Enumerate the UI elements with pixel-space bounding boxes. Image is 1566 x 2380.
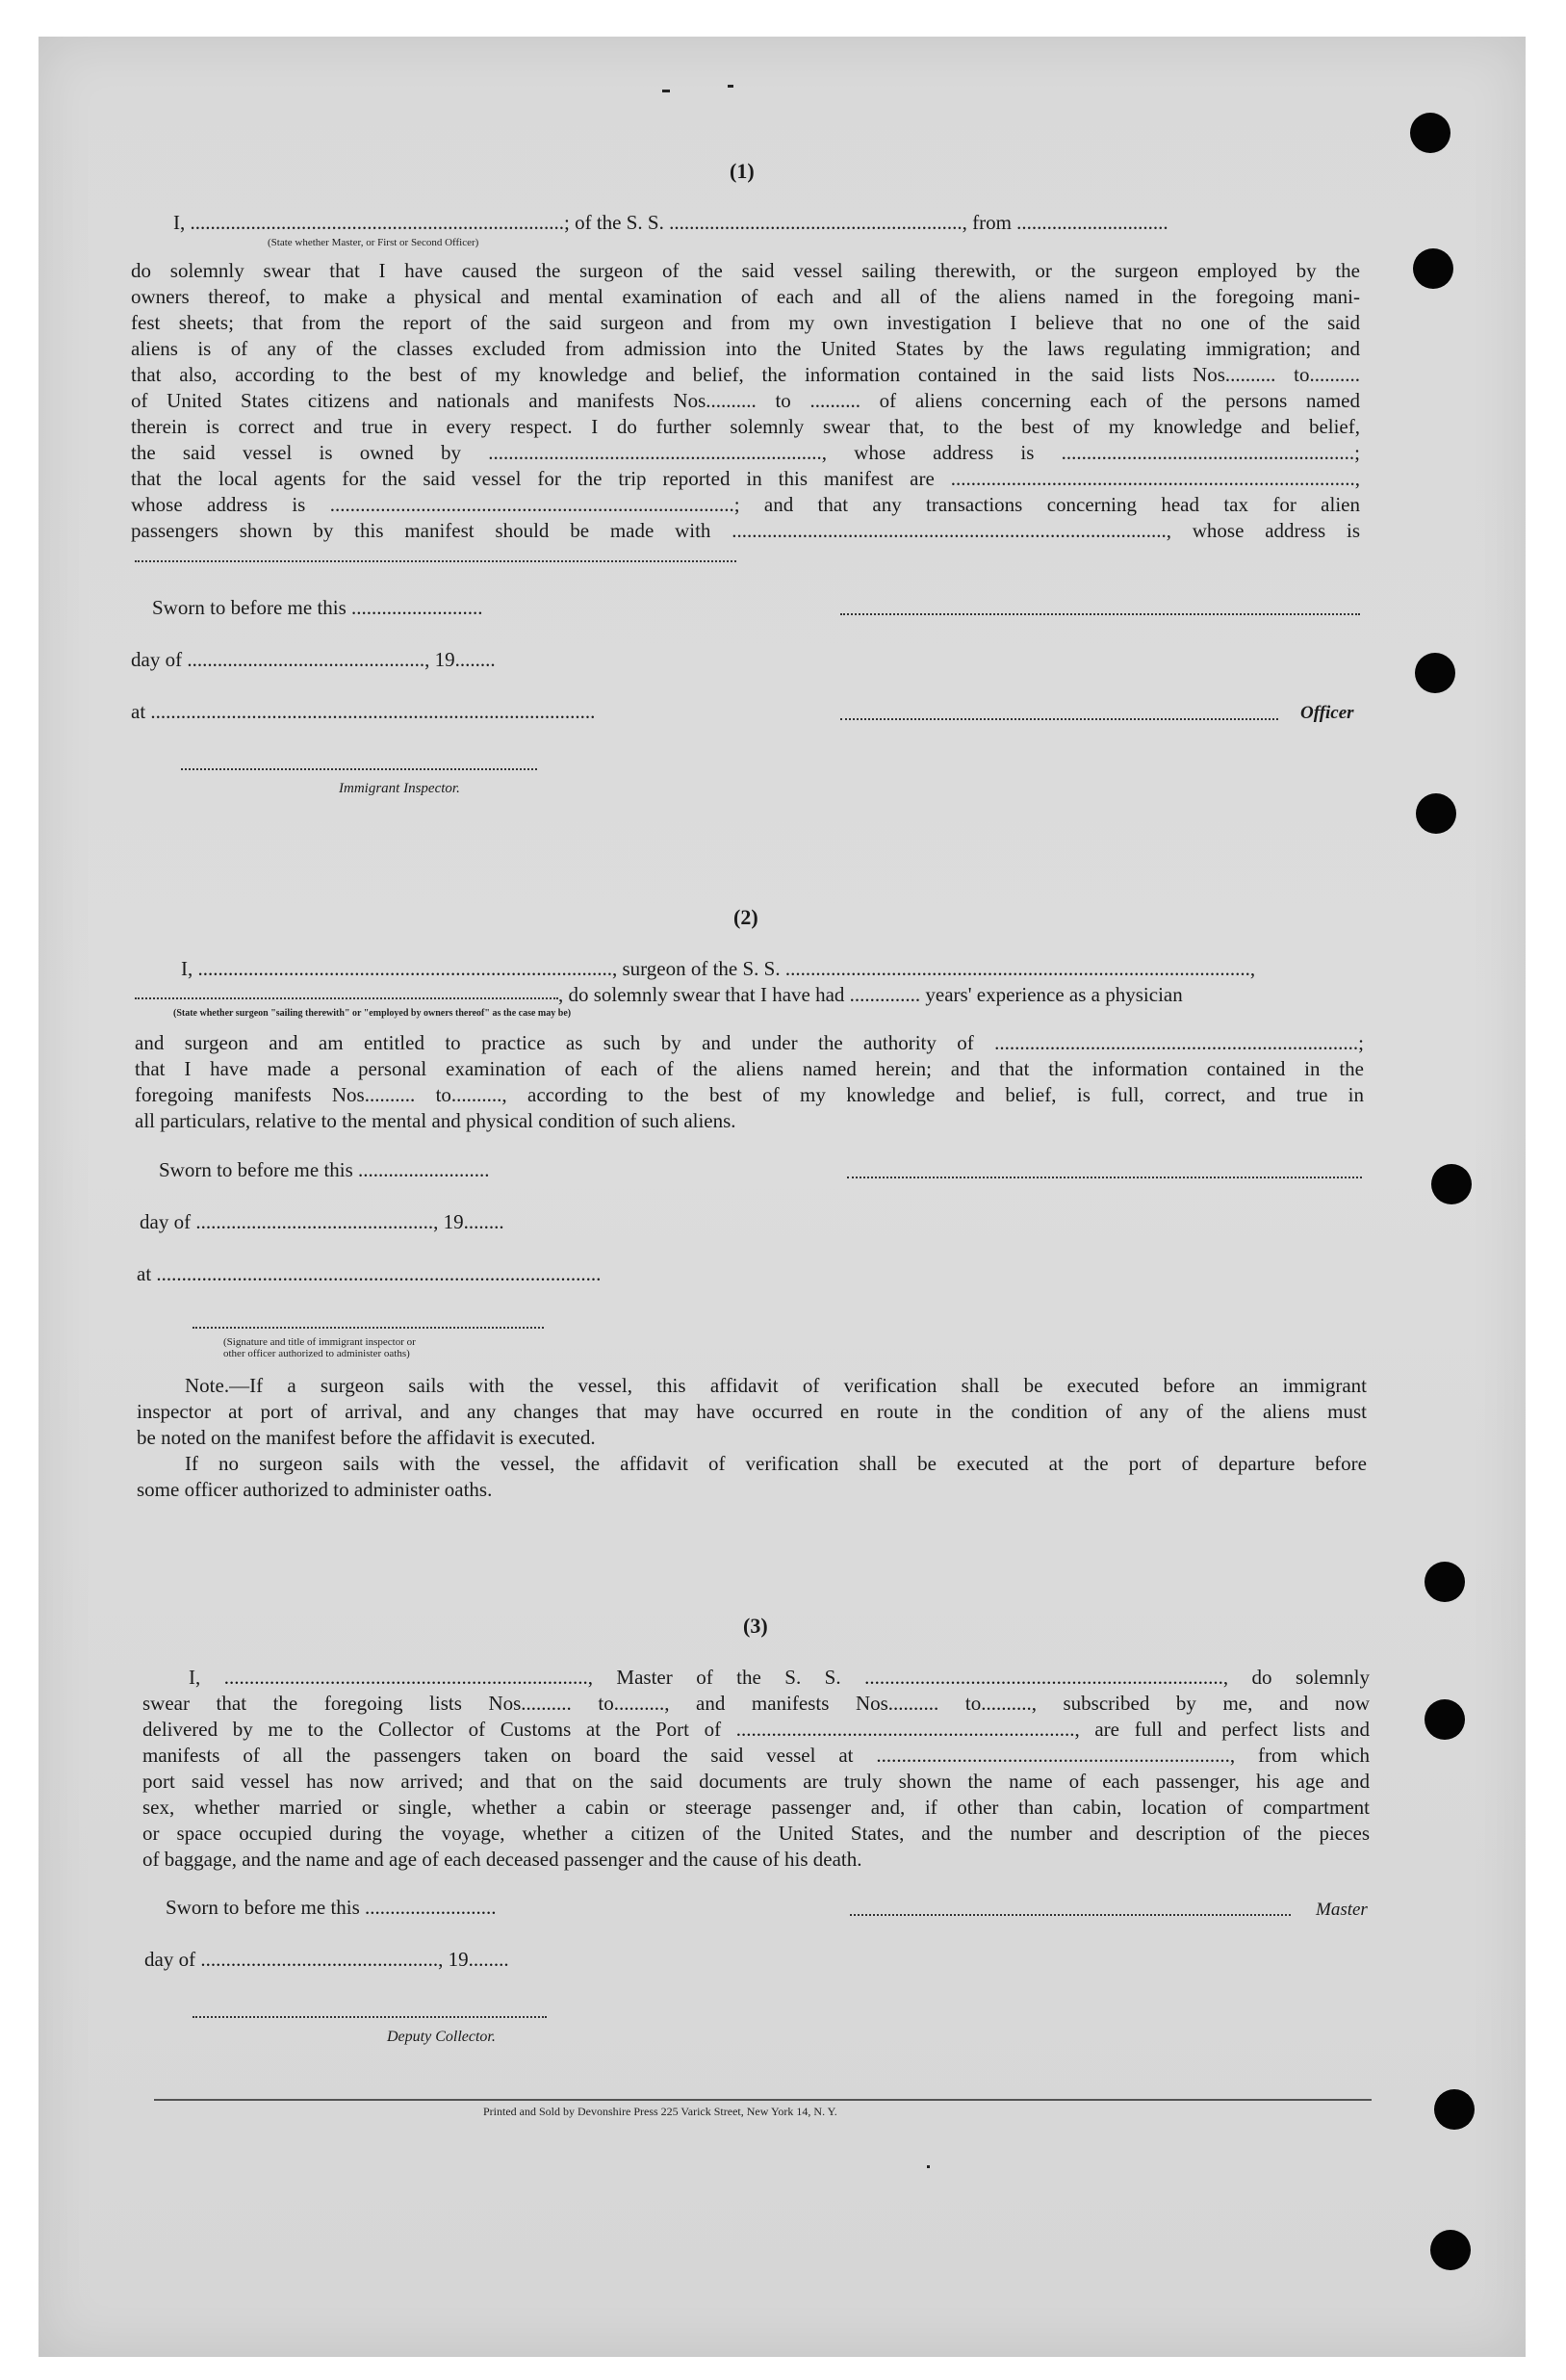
- punch-hole: [1425, 1699, 1465, 1740]
- punch-hole: [1434, 2089, 1475, 2130]
- master-label: Master: [1316, 1900, 1368, 1920]
- paragraph-line: that I have made a personal examination of each of the aliens named herein; and that the information contained in the: [135, 1057, 1364, 1080]
- paragraph-line: or space occupied during the voyage, whether a citizen of the United States, and the number and description of the pieces: [142, 1822, 1370, 1845]
- note-paragraph-2: [137, 1451, 1367, 1503]
- section-1-paragraph: [131, 258, 1360, 544]
- section-2-paragraph: [135, 1030, 1364, 1134]
- section-1-line-1: I, ..........................................................................; of the S. S. .........................................................., from ..............................: [173, 211, 1168, 234]
- punch-hole: [1430, 2230, 1471, 2270]
- punch-hole: [1415, 653, 1455, 693]
- sworn-line: Sworn to before me this ..........................: [152, 596, 483, 619]
- paragraph-line: the said vessel is owned by .................................................................., whose address is ..........................................................;: [131, 441, 1360, 464]
- inspector-signature-line: [193, 1327, 544, 1329]
- master-signature-line: [850, 1914, 1291, 1916]
- speck: [927, 2165, 930, 2168]
- paragraph-line: manifests of all the passengers taken on board the said vessel at ......................................................................, from which: [142, 1744, 1370, 1767]
- deputy-signature-line: [193, 2016, 547, 2018]
- paragraph-line: foregoing manifests Nos.......... to.........., according to the best of my knowledge and belief, is full, correct, and true in: [135, 1083, 1364, 1106]
- paragraph-line: be noted on the manifest before the affidavit is executed.: [137, 1426, 596, 1449]
- paragraph-line: passengers shown by this manifest should be made with ......................................................................................, whose address is: [131, 519, 1360, 542]
- day-of-line: day of ..............................................., 19........: [144, 1948, 509, 1971]
- day-of-line: day of ..............................................., 19........: [131, 648, 496, 671]
- paragraph-line: inspector at port of arrival, and any changes that may have occurred en route in the condition of any of the aliens must: [137, 1400, 1367, 1423]
- section-3-paragraph: [142, 1665, 1370, 1873]
- section-3-heading: (3): [743, 1614, 768, 1638]
- paragraph-line: of baggage, and the name and age of each deceased passenger and the cause of his death.: [142, 1848, 862, 1871]
- inspector-label: Immigrant Inspector.: [339, 781, 460, 796]
- at-line: at ........................................................................................: [137, 1262, 602, 1285]
- address-continuation-line: [135, 560, 736, 562]
- paragraph-line: of United States citizens and nationals and manifests Nos.......... to .......... of aliens concerning each of the persons named: [131, 389, 1360, 412]
- paragraph-line: swear that the foregoing lists Nos.......... to.........., and manifests Nos.......... to.........., subscribed by me, and now: [142, 1692, 1370, 1715]
- paragraph-line: all particulars, relative to the mental and physical condition of such aliens.: [135, 1109, 736, 1132]
- surgeon-signature-line: [847, 1177, 1362, 1178]
- punch-hole: [1413, 248, 1453, 289]
- paragraph-line: If no surgeon sails with the vessel, the affidavit of verification shall be executed at the port of departure before: [185, 1452, 1367, 1475]
- paragraph-line: that also, according to the best of my knowledge and belief, the information contained in the said lists Nos.......... to..........: [131, 363, 1360, 386]
- paragraph-line: that the local agents for the said vessel for the trip reported in this manifest are ................................................................................,: [131, 467, 1360, 490]
- officer-signature-line-2: [840, 718, 1278, 720]
- paragraph-line: delivered by me to the Collector of Customs at the Port of ..................................................................., are full and perfect lists and: [142, 1718, 1370, 1741]
- punch-hole: [1431, 1164, 1472, 1204]
- punch-hole: [1416, 793, 1456, 834]
- section-1-heading: (1): [730, 159, 755, 183]
- inspector-signature-line: [181, 768, 537, 770]
- paragraph-line: aliens is of any of the classes excluded from admission into the United States by the laws regulating immigration; and: [131, 337, 1360, 360]
- punch-hole: [1410, 113, 1450, 153]
- sworn-line: Sworn to before me this ..........................: [159, 1158, 490, 1181]
- paragraph-line: I, ........................................................................, Master of the S. S. ......................................................................., do solemnly: [189, 1666, 1370, 1689]
- note-paragraph: [137, 1373, 1367, 1451]
- punch-hole: [1425, 1562, 1465, 1602]
- surgeon-title-line: [135, 997, 558, 999]
- officer-note: (State whether Master, or First or Second Officer): [268, 237, 479, 248]
- paragraph-line: and surgeon and am entitled to practice as such by and under the authority of ........................................................................;: [135, 1031, 1364, 1054]
- sworn-line: Sworn to before me this ..........................: [166, 1896, 497, 1919]
- officer-label: Officer: [1300, 703, 1354, 723]
- day-of-line: day of ..............................................., 19........: [140, 1210, 504, 1233]
- footer-rule: [154, 2099, 1372, 2101]
- paragraph-line: port said vessel has now arrived; and that on the said documents are truly shown the name of each passenger, his age and: [142, 1770, 1370, 1793]
- section-2-line-2: , do solemnly swear that I have had .............. years' experience as a physician: [558, 983, 1183, 1006]
- speck: [728, 85, 733, 88]
- paragraph-line: fest sheets; that from the report of the said surgeon and from my own investigation I believe that no one of the said: [131, 311, 1360, 334]
- deputy-label: Deputy Collector.: [387, 2029, 496, 2045]
- paragraph-line: Note.—If a surgeon sails with the vessel, this affidavit of verification shall be executed before an immigrant: [185, 1374, 1367, 1397]
- printer-imprint: Printed and Sold by Devonshire Press 225 Varick Street, New York 14, N. Y.: [483, 2105, 837, 2118]
- at-line: at ........................................................................................: [131, 700, 596, 723]
- surgeon-note: (State whether surgeon "sailing therewith" or "employed by owners thereof" as the case may be): [173, 1008, 572, 1019]
- paragraph-line: owners thereof, to make a physical and mental examination of each and all of the aliens named in the foregoing mani-: [131, 285, 1360, 308]
- paragraph-line: whose address is ................................................................................; and that any transactions concerning head tax for alien: [131, 493, 1360, 516]
- speck: [662, 90, 670, 92]
- paragraph-line: some officer authorized to administer oaths.: [137, 1478, 493, 1501]
- signature-note-2: other officer authorized to administer oaths): [223, 1348, 410, 1359]
- officer-signature-line: [840, 613, 1360, 615]
- section-2-line-1: I, .................................................................................., surgeon of the S. S. ............................................................................................,: [181, 957, 1256, 980]
- section-2-heading: (2): [733, 905, 758, 929]
- paragraph-line: therein is correct and true in every respect. I do further solemnly swear that, to the best of my knowledge and belief,: [131, 415, 1360, 438]
- paragraph-line: sex, whether married or single, whether a cabin or steerage passenger and, if other than cabin, location of compartment: [142, 1796, 1370, 1819]
- signature-note-1: (Signature and title of immigrant inspector or: [223, 1336, 416, 1348]
- paragraph-line: do solemnly swear that I have caused the surgeon of the said vessel sailing therewith, or the surgeon employed by the: [131, 259, 1360, 282]
